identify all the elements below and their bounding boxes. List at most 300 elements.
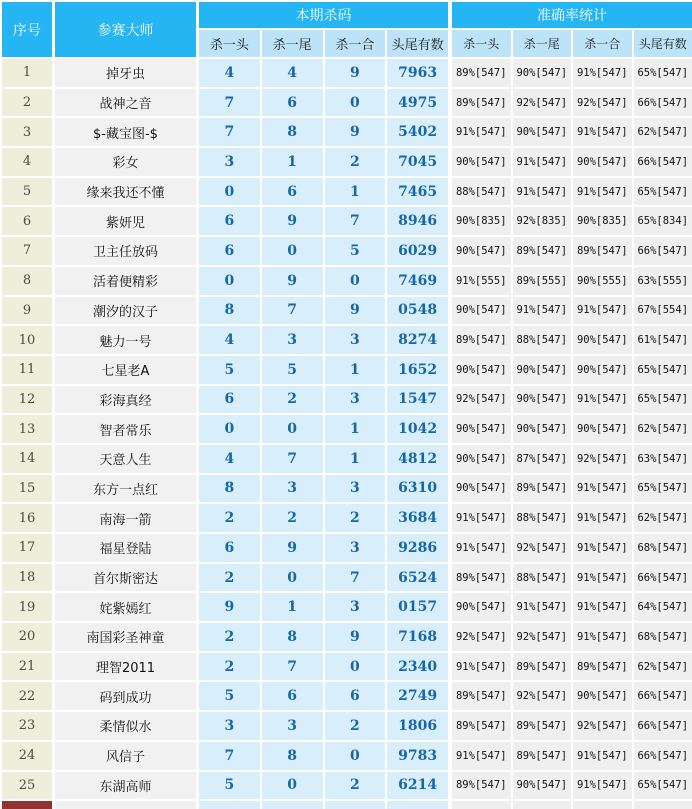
master-name-cell: 战神之音 bbox=[55, 89, 196, 117]
headtail-numbers-value: 7045 bbox=[387, 148, 448, 176]
rank-cell: 16 bbox=[2, 504, 52, 532]
accuracy-kill-tail: 90%[547] bbox=[513, 118, 574, 146]
header-rank: 序号 bbox=[2, 2, 52, 57]
kill-sum-value: 7 bbox=[325, 564, 388, 592]
accuracy-cells bbox=[452, 237, 692, 265]
accuracy-kill-tail: 90%[547] bbox=[513, 772, 574, 800]
kill-codes-cells bbox=[199, 118, 448, 146]
kill-codes-cells bbox=[199, 475, 448, 503]
accuracy-kill-tail: 90%[547] bbox=[513, 59, 574, 87]
accuracy-kill-sum: 91%[547] bbox=[573, 593, 634, 621]
accuracy-headtail: 66%[547] bbox=[634, 742, 692, 770]
accuracy-cells bbox=[452, 118, 692, 146]
partial-name-cell bbox=[55, 801, 196, 809]
kill-tail-value: 0 bbox=[262, 564, 325, 592]
accuracy-headtail: 65%[547] bbox=[634, 59, 692, 87]
accuracy-kill-tail: 92%[547] bbox=[513, 534, 574, 562]
kill-tail-value: 2 bbox=[262, 504, 325, 532]
accuracy-headtail: 67%[554] bbox=[634, 297, 692, 325]
headtail-numbers-value: 6524 bbox=[387, 564, 448, 592]
accuracy-kill-tail: 89%[547] bbox=[513, 237, 574, 265]
accuracy-cells bbox=[452, 623, 692, 651]
kill-codes-cells bbox=[199, 712, 448, 740]
kill-tail-value: 9 bbox=[262, 534, 325, 562]
rank-cell: 3 bbox=[2, 118, 52, 146]
kill-tail-value: 9 bbox=[262, 207, 325, 235]
kill-sum-value: 2 bbox=[325, 772, 388, 800]
kill-head-value: 7 bbox=[199, 89, 262, 117]
accuracy-kill-head: 89%[547] bbox=[452, 59, 513, 87]
kill-head-value: 5 bbox=[199, 682, 262, 710]
accuracy-cells bbox=[452, 207, 692, 235]
partial-rank-cell bbox=[2, 801, 52, 809]
accuracy-kill-head: 91%[547] bbox=[452, 742, 513, 770]
headtail-numbers-value: 9783 bbox=[387, 742, 448, 770]
accuracy-kill-sum: 89%[547] bbox=[573, 653, 634, 681]
accuracy-kill-tail: 88%[547] bbox=[513, 504, 574, 532]
accuracy-kill-sum: 91%[547] bbox=[573, 623, 634, 651]
rank-cell: 14 bbox=[2, 445, 52, 473]
kill-codes-cells bbox=[199, 326, 448, 354]
kill-head-value: 6 bbox=[199, 237, 262, 265]
kill-sum-value: 2 bbox=[325, 148, 388, 176]
table-row bbox=[2, 237, 692, 267]
headtail-numbers-value: 3684 bbox=[387, 504, 448, 532]
master-name-cell: 东方一点红 bbox=[55, 475, 196, 503]
kill-sum-value: 0 bbox=[325, 653, 388, 681]
accuracy-kill-tail: 89%[547] bbox=[513, 742, 574, 770]
kill-codes-cells bbox=[199, 89, 448, 117]
accuracy-kill-sum: 90%[547] bbox=[573, 148, 634, 176]
accuracy-kill-tail: 92%[835] bbox=[513, 207, 574, 235]
kill-tail-value: 4 bbox=[262, 59, 325, 87]
accuracy-headtail: 65%[547] bbox=[634, 386, 692, 414]
subheader-acc-kill-tail: 杀一尾 bbox=[513, 30, 574, 57]
master-name-cell: 风信子 bbox=[55, 742, 196, 770]
kill-head-value: 6 bbox=[199, 534, 262, 562]
accuracy-kill-tail: 89%[547] bbox=[513, 653, 574, 681]
table-row bbox=[2, 207, 692, 237]
kill-codes-cells bbox=[199, 237, 448, 265]
accuracy-cells bbox=[452, 59, 692, 87]
master-name-cell: 魅力一号 bbox=[55, 326, 196, 354]
headtail-numbers-value: 0548 bbox=[387, 297, 448, 325]
accuracy-kill-sum: 91%[547] bbox=[573, 504, 634, 532]
accuracy-kill-sum: 90%[547] bbox=[573, 356, 634, 384]
accuracy-kill-sum: 91%[547] bbox=[573, 772, 634, 800]
accuracy-cells bbox=[452, 653, 692, 681]
accuracy-kill-tail: 90%[547] bbox=[513, 356, 574, 384]
kill-sum-value: 9 bbox=[325, 297, 388, 325]
kill-head-value: 7 bbox=[199, 742, 262, 770]
kill-codes-cells bbox=[199, 564, 448, 592]
kill-sum-value: 3 bbox=[325, 386, 388, 414]
kill-tail-value: 0 bbox=[262, 237, 325, 265]
kill-tail-value: 8 bbox=[262, 742, 325, 770]
master-name-cell: 彩女 bbox=[55, 148, 196, 176]
kill-head-value: 3 bbox=[199, 148, 262, 176]
accuracy-cells bbox=[452, 445, 692, 473]
accuracy-cells bbox=[452, 772, 692, 800]
kill-head-value: 0 bbox=[199, 415, 262, 443]
accuracy-kill-head: 91%[547] bbox=[452, 504, 513, 532]
headtail-numbers-value: 7469 bbox=[387, 267, 448, 295]
subheader-acc-kill-head: 杀一头 bbox=[452, 30, 513, 57]
kill-tail-value: 7 bbox=[262, 653, 325, 681]
kill-sum-value: 9 bbox=[325, 623, 388, 651]
headtail-numbers-value: 8274 bbox=[387, 326, 448, 354]
headtail-numbers-value: 4812 bbox=[387, 445, 448, 473]
table-row bbox=[2, 178, 692, 208]
accuracy-headtail: 66%[547] bbox=[634, 682, 692, 710]
accuracy-headtail: 62%[547] bbox=[634, 504, 692, 532]
kill-sum-value: 9 bbox=[325, 118, 388, 146]
rank-cell: 1 bbox=[2, 59, 52, 87]
kill-sum-value: 5 bbox=[325, 237, 388, 265]
header-master: 参赛大师 bbox=[55, 2, 196, 57]
subheader-headtail-numbers: 头尾有数 bbox=[387, 30, 448, 57]
kill-codes-cells bbox=[199, 653, 448, 681]
kill-sum-value: 1 bbox=[325, 178, 388, 206]
kill-tail-value: 3 bbox=[262, 326, 325, 354]
accuracy-kill-tail: 89%[547] bbox=[513, 475, 574, 503]
kill-tail-value: 8 bbox=[262, 623, 325, 651]
rank-cell: 20 bbox=[2, 623, 52, 651]
kill-tail-value: 9 bbox=[262, 267, 325, 295]
master-name-cell: 理智2011 bbox=[55, 653, 196, 681]
kill-tail-value: 6 bbox=[262, 89, 325, 117]
accuracy-kill-sum: 90%[555] bbox=[573, 267, 634, 295]
kill-sum-value: 0 bbox=[325, 267, 388, 295]
accuracy-headtail: 66%[547] bbox=[634, 89, 692, 117]
accuracy-headtail: 64%[547] bbox=[634, 593, 692, 621]
kill-tail-value: 7 bbox=[262, 445, 325, 473]
accuracy-headtail: 62%[547] bbox=[634, 653, 692, 681]
accuracy-cells bbox=[452, 326, 692, 354]
accuracy-kill-sum: 91%[547] bbox=[573, 564, 634, 592]
accuracy-kill-sum: 91%[547] bbox=[573, 534, 634, 562]
accuracy-headtail: 66%[547] bbox=[634, 712, 692, 740]
accuracy-kill-sum: 92%[547] bbox=[573, 712, 634, 740]
headtail-numbers-value: 0157 bbox=[387, 593, 448, 621]
kill-tail-value: 2 bbox=[262, 386, 325, 414]
rank-cell: 10 bbox=[2, 326, 52, 354]
headtail-numbers-value: 9286 bbox=[387, 534, 448, 562]
table-row bbox=[2, 593, 692, 623]
kill-head-value: 9 bbox=[199, 593, 262, 621]
table-row bbox=[2, 297, 692, 327]
rank-cell: 15 bbox=[2, 475, 52, 503]
master-name-cell: 活着便精彩 bbox=[55, 267, 196, 295]
master-name-cell: 柔情似水 bbox=[55, 712, 196, 740]
accuracy-kill-head: 90%[547] bbox=[452, 237, 513, 265]
table-body bbox=[2, 59, 692, 801]
kill-sum-value: 7 bbox=[325, 207, 388, 235]
accuracy-cells bbox=[452, 593, 692, 621]
table-row bbox=[2, 267, 692, 297]
accuracy-headtail: 65%[547] bbox=[634, 772, 692, 800]
rank-cell: 21 bbox=[2, 653, 52, 681]
rank-cell: 22 bbox=[2, 682, 52, 710]
master-name-cell: 掉牙虫 bbox=[55, 59, 196, 87]
accuracy-kill-tail: 89%[555] bbox=[513, 267, 574, 295]
kill-head-value: 7 bbox=[199, 118, 262, 146]
headtail-numbers-value: 6214 bbox=[387, 772, 448, 800]
accuracy-kill-tail: 91%[547] bbox=[513, 593, 574, 621]
kill-sum-value: 1 bbox=[325, 356, 388, 384]
kill-head-value: 0 bbox=[199, 267, 262, 295]
accuracy-kill-tail: 90%[547] bbox=[513, 386, 574, 414]
rank-cell: 23 bbox=[2, 712, 52, 740]
kill-head-value: 2 bbox=[199, 623, 262, 651]
headtail-numbers-value: 1042 bbox=[387, 415, 448, 443]
accuracy-kill-head: 89%[547] bbox=[452, 682, 513, 710]
accuracy-kill-head: 91%[547] bbox=[452, 118, 513, 146]
table-row bbox=[2, 682, 692, 712]
table-row bbox=[2, 564, 692, 594]
headtail-numbers-value: 1547 bbox=[387, 386, 448, 414]
kill-tail-value: 6 bbox=[262, 178, 325, 206]
master-name-cell: 首尔斯密达 bbox=[55, 564, 196, 592]
table-row bbox=[2, 712, 692, 742]
accuracy-kill-tail: 92%[547] bbox=[513, 682, 574, 710]
accuracy-kill-head: 91%[547] bbox=[452, 534, 513, 562]
kill-head-value: 8 bbox=[199, 297, 262, 325]
accuracy-kill-head: 90%[547] bbox=[452, 593, 513, 621]
accuracy-kill-tail: 91%[547] bbox=[513, 148, 574, 176]
accuracy-kill-head: 88%[547] bbox=[452, 178, 513, 206]
accuracy-kill-sum: 91%[547] bbox=[573, 742, 634, 770]
kill-codes-cells bbox=[199, 207, 448, 235]
master-name-cell: 七星老A bbox=[55, 356, 196, 384]
headtail-numbers-value: 7963 bbox=[387, 59, 448, 87]
kill-sum-value: 3 bbox=[325, 534, 388, 562]
kill-head-value: 4 bbox=[199, 445, 262, 473]
subheader-acc-headtail: 头尾有数 bbox=[634, 30, 692, 57]
kill-head-value: 2 bbox=[199, 564, 262, 592]
accuracy-kill-head: 90%[835] bbox=[452, 207, 513, 235]
rank-cell: 9 bbox=[2, 297, 52, 325]
accuracy-cells bbox=[452, 682, 692, 710]
kill-tail-value: 0 bbox=[262, 772, 325, 800]
kill-subheaders bbox=[199, 30, 448, 57]
table-row bbox=[2, 356, 692, 386]
rank-cell: 7 bbox=[2, 237, 52, 265]
kill-head-value: 6 bbox=[199, 207, 262, 235]
kill-head-value: 5 bbox=[199, 772, 262, 800]
accuracy-headtail: 65%[547] bbox=[634, 356, 692, 384]
master-name-cell: 卫主任放码 bbox=[55, 237, 196, 265]
kill-sum-value: 0 bbox=[325, 742, 388, 770]
kill-sum-value: 2 bbox=[325, 712, 388, 740]
headtail-numbers-value: 2749 bbox=[387, 682, 448, 710]
master-name-cell: 缘来我还不懂 bbox=[55, 178, 196, 206]
rank-cell: 19 bbox=[2, 593, 52, 621]
accuracy-kill-sum: 89%[547] bbox=[573, 237, 634, 265]
accuracy-headtail: 62%[547] bbox=[634, 415, 692, 443]
table-row bbox=[2, 148, 692, 178]
table-header bbox=[2, 2, 692, 57]
partial-kill-cells bbox=[199, 801, 448, 809]
table-row bbox=[2, 475, 692, 505]
master-name-cell: 姹紫嫣红 bbox=[55, 593, 196, 621]
accuracy-cells bbox=[452, 534, 692, 562]
kill-sum-value: 2 bbox=[325, 504, 388, 532]
rank-cell: 11 bbox=[2, 356, 52, 384]
kill-codes-cells bbox=[199, 148, 448, 176]
accuracy-kill-tail: 91%[547] bbox=[513, 297, 574, 325]
accuracy-headtail: 61%[547] bbox=[634, 326, 692, 354]
kill-sum-value: 3 bbox=[325, 326, 388, 354]
master-name-cell: 天意人生 bbox=[55, 445, 196, 473]
kill-codes-cells bbox=[199, 772, 448, 800]
rank-cell: 4 bbox=[2, 148, 52, 176]
accuracy-kill-sum: 91%[547] bbox=[573, 297, 634, 325]
rank-cell: 13 bbox=[2, 415, 52, 443]
master-name-cell: 福星登陆 bbox=[55, 534, 196, 562]
rank-cell: 12 bbox=[2, 386, 52, 414]
table-row bbox=[2, 326, 692, 356]
accuracy-kill-sum: 91%[547] bbox=[573, 475, 634, 503]
rank-cell: 5 bbox=[2, 178, 52, 206]
accuracy-kill-head: 90%[547] bbox=[452, 475, 513, 503]
header-group-kill-codes bbox=[199, 2, 448, 57]
accuracy-kill-sum: 90%[547] bbox=[573, 682, 634, 710]
accuracy-kill-tail: 92%[547] bbox=[513, 89, 574, 117]
rank-cell: 17 bbox=[2, 534, 52, 562]
accuracy-headtail: 63%[547] bbox=[634, 445, 692, 473]
accuracy-cells bbox=[452, 297, 692, 325]
accuracy-kill-head: 90%[547] bbox=[452, 148, 513, 176]
headtail-numbers-value: 6029 bbox=[387, 237, 448, 265]
headtail-numbers-value: 1652 bbox=[387, 356, 448, 384]
table-row bbox=[2, 386, 692, 416]
accuracy-cells bbox=[452, 356, 692, 384]
rank-cell: 8 bbox=[2, 267, 52, 295]
accuracy-cells bbox=[452, 712, 692, 740]
kill-codes-cells bbox=[199, 267, 448, 295]
kill-head-value: 3 bbox=[199, 712, 262, 740]
headtail-numbers-value: 8946 bbox=[387, 207, 448, 235]
master-name-cell: 紫妍児 bbox=[55, 207, 196, 235]
table-row bbox=[2, 445, 692, 475]
kill-sum-value: 1 bbox=[325, 445, 388, 473]
accuracy-cells bbox=[452, 742, 692, 770]
kill-codes-cells bbox=[199, 415, 448, 443]
accuracy-kill-sum: 91%[547] bbox=[573, 118, 634, 146]
accuracy-kill-sum: 91%[547] bbox=[573, 178, 634, 206]
kill-sum-value: 0 bbox=[325, 89, 388, 117]
accuracy-headtail: 63%[555] bbox=[634, 267, 692, 295]
accuracy-kill-head: 89%[547] bbox=[452, 564, 513, 592]
kill-codes-cells bbox=[199, 297, 448, 325]
table-row bbox=[2, 59, 692, 89]
kill-tail-value: 7 bbox=[262, 297, 325, 325]
accuracy-kill-tail: 90%[547] bbox=[513, 415, 574, 443]
accuracy-kill-head: 92%[547] bbox=[452, 386, 513, 414]
accuracy-headtail: 66%[547] bbox=[634, 237, 692, 265]
kill-codes-cells bbox=[199, 682, 448, 710]
accuracy-cells bbox=[452, 89, 692, 117]
accuracy-kill-tail: 88%[547] bbox=[513, 326, 574, 354]
accuracy-kill-head: 89%[547] bbox=[452, 89, 513, 117]
kill-head-value: 4 bbox=[199, 59, 262, 87]
headtail-numbers-value: 5402 bbox=[387, 118, 448, 146]
accuracy-headtail: 66%[547] bbox=[634, 148, 692, 176]
partial-next-row bbox=[2, 801, 692, 809]
subheader-kill-head: 杀一头 bbox=[199, 30, 262, 57]
accuracy-headtail: 68%[547] bbox=[634, 534, 692, 562]
kill-tail-value: 8 bbox=[262, 118, 325, 146]
table-row bbox=[2, 742, 692, 772]
master-name-cell: 南国彩圣神童 bbox=[55, 623, 196, 651]
headtail-numbers-value: 7168 bbox=[387, 623, 448, 651]
master-name-cell: 彩海真经 bbox=[55, 386, 196, 414]
subheader-acc-kill-sum: 杀一合 bbox=[573, 30, 634, 57]
accuracy-headtail: 62%[547] bbox=[634, 118, 692, 146]
accuracy-kill-tail: 89%[547] bbox=[513, 712, 574, 740]
kill-head-value: 8 bbox=[199, 475, 262, 503]
accuracy-kill-sum: 91%[547] bbox=[573, 386, 634, 414]
accuracy-cells bbox=[452, 148, 692, 176]
table-row bbox=[2, 504, 692, 534]
accuracy-cells bbox=[452, 386, 692, 414]
rank-cell: 2 bbox=[2, 89, 52, 117]
kill-tail-value: 3 bbox=[262, 712, 325, 740]
accuracy-headtail: 65%[547] bbox=[634, 475, 692, 503]
accuracy-kill-sum: 90%[547] bbox=[573, 415, 634, 443]
kill-head-value: 6 bbox=[199, 386, 262, 414]
master-name-cell: 码到成功 bbox=[55, 682, 196, 710]
accuracy-kill-head: 90%[547] bbox=[452, 356, 513, 384]
accuracy-kill-head: 90%[547] bbox=[452, 445, 513, 473]
kill-sum-value: 9 bbox=[325, 59, 388, 87]
header-accuracy-title: 准确率统计 bbox=[452, 2, 692, 28]
headtail-numbers-value: 7465 bbox=[387, 178, 448, 206]
rank-cell: 25 bbox=[2, 772, 52, 800]
accuracy-kill-tail: 92%[547] bbox=[513, 623, 574, 651]
master-name-cell: 东湖高师 bbox=[55, 772, 196, 800]
kill-codes-cells bbox=[199, 445, 448, 473]
kill-sum-value: 6 bbox=[325, 682, 388, 710]
headtail-numbers-value: 4975 bbox=[387, 89, 448, 117]
kill-tail-value: 3 bbox=[262, 475, 325, 503]
partial-accuracy-cells bbox=[452, 801, 692, 809]
accuracy-kill-sum: 92%[547] bbox=[573, 89, 634, 117]
accuracy-kill-head: 91%[547] bbox=[452, 653, 513, 681]
accuracy-kill-tail: 87%[547] bbox=[513, 445, 574, 473]
accuracy-kill-sum: 92%[547] bbox=[573, 445, 634, 473]
accuracy-subheaders bbox=[452, 30, 692, 57]
subheader-kill-tail: 杀一尾 bbox=[262, 30, 325, 57]
kill-tail-value: 0 bbox=[262, 415, 325, 443]
kill-codes-cells bbox=[199, 178, 448, 206]
accuracy-cells bbox=[452, 504, 692, 532]
accuracy-cells bbox=[452, 178, 692, 206]
kill-codes-cells bbox=[199, 623, 448, 651]
kill-codes-cells bbox=[199, 504, 448, 532]
accuracy-kill-head: 90%[547] bbox=[452, 415, 513, 443]
headtail-numbers-value: 6310 bbox=[387, 475, 448, 503]
accuracy-kill-head: 91%[555] bbox=[452, 267, 513, 295]
accuracy-headtail: 65%[547] bbox=[634, 178, 692, 206]
accuracy-cells bbox=[452, 415, 692, 443]
kill-head-value: 0 bbox=[199, 178, 262, 206]
accuracy-kill-head: 89%[547] bbox=[452, 326, 513, 354]
accuracy-kill-sum: 90%[547] bbox=[573, 326, 634, 354]
kill-tail-value: 1 bbox=[262, 148, 325, 176]
table-row bbox=[2, 415, 692, 445]
